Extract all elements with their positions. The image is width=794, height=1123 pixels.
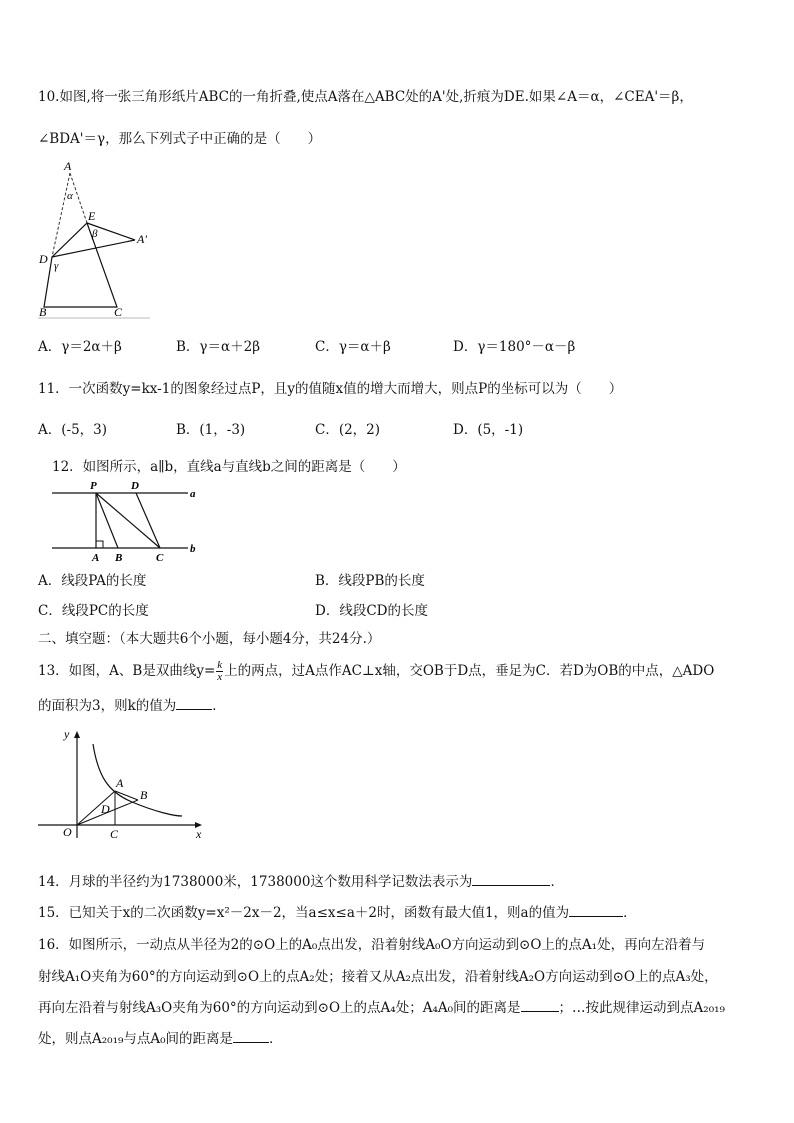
q16-stem-line2: 射线A₁O夹角为60°的方向运动到⊙O上的点A₂处；接着又从A₂点出发，沿着射线A₂O方向运动到⊙O上的点A₃处， (38, 969, 718, 985)
q12-option-b[interactable]: B．线段PB的长度 (315, 573, 425, 589)
q11-option-a[interactable]: A．(-5，3) (38, 422, 108, 438)
q10-label-beta: β (92, 228, 98, 240)
q12-option-d[interactable]: D．线段CD的长度 (315, 603, 428, 619)
q12-option-a[interactable]: A．线段PA的长度 (38, 573, 147, 589)
q12-right-angle-mark (96, 541, 103, 548)
q12-label-a: A (92, 552, 100, 564)
q10-label-e: E (88, 209, 96, 223)
q15-text-end: ． (623, 905, 637, 921)
q13-label-d: D (101, 802, 110, 816)
q15-stem (38, 904, 637, 922)
q13-text-a: 13．如图，A、B是双曲线y= (38, 663, 216, 679)
q13-text-end: ． (212, 698, 226, 714)
q10-label-d: D (39, 252, 48, 266)
q10-stem-line1: 10.如图,将一张三角形纸片ABC的一角折叠,使点A落在△ABC处的A'处,折痕为DE.如果∠A＝α，∠CEA'＝β， (38, 89, 693, 105)
q13-text-b: 上的两点，过A点作AC⊥x轴，交OB于D点，垂足为C．若D为OB的中点，△ADO (224, 663, 715, 679)
q10-label-b: B (39, 305, 47, 319)
q12-label-b: B (115, 552, 123, 564)
q13-segment-ab (115, 791, 138, 800)
q16-stem-line1: 16．如图所示，一动点从半径为2的⊙O上的A₀点出发，沿着射线A₀O方向运动到⊙O上的点A₁处，再向左沿着与 (38, 937, 706, 953)
q16-stem-line4 (38, 1030, 283, 1048)
q14-text-end: ． (550, 874, 564, 890)
q12-figure (48, 478, 208, 566)
q16-answer-blank-2[interactable] (233, 1030, 269, 1043)
q10-dashed-ad (52, 173, 70, 257)
q10-option-c[interactable]: C．γ＝α＋β (315, 339, 391, 355)
q15-text: 15．已知关于x的二次函数y=x²－2x－2，当a≤x≤a＋2时，函数有最大值1，则a的值为 (38, 905, 570, 921)
q13-label-c: C (110, 827, 119, 841)
q10-label-c: C (114, 305, 123, 319)
q14-answer-blank[interactable] (472, 873, 550, 886)
q13-fraction (216, 660, 223, 683)
q10-label-gamma: γ (54, 260, 59, 272)
q11-option-b[interactable]: B．(1，-3) (176, 422, 246, 438)
q11-stem: 11．一次函数y=kx-1的图象经过点P，且y的值随x值的增大而增大，则点P的坐标可以为（ ） (38, 381, 623, 397)
q10-label-a-prime: A' (137, 232, 147, 246)
q10-figure (30, 160, 160, 325)
section-fill-in-heading: 二、填空题：（本大题共6个小题，每小题4分，共24分.） (38, 631, 381, 647)
q12-label-c: C (156, 552, 164, 564)
q11-option-c[interactable]: C．(2，2) (315, 422, 381, 438)
q13-frac-denominator: x (217, 671, 223, 683)
q13-label-o: O (63, 825, 72, 839)
q13-frac-numerator: k (217, 659, 223, 671)
q15-answer-blank[interactable] (569, 904, 623, 917)
q10-option-b[interactable]: B．γ＝α＋2β (176, 339, 260, 355)
q12-label-p: P (90, 480, 97, 492)
q10-label-a: A (64, 160, 72, 173)
q13-label-a: A (116, 776, 124, 790)
q13-label-y: y (64, 727, 70, 741)
q12-stem: 12．如图所示，a∥b，直线a与直线b之间的距离是（ ） (52, 459, 406, 475)
q10-option-d[interactable]: D．γ＝180°－α－β (453, 339, 576, 355)
q16-answer-blank-1[interactable] (521, 999, 559, 1012)
q12-segment-dc (136, 493, 160, 548)
q16-text-b: ；…按此规律运动到点A₂₀₁₉ (558, 1000, 725, 1016)
q12-option-c[interactable]: C．线段PC的长度 (38, 603, 149, 619)
q10-label-alpha: α (67, 190, 73, 202)
q13-answer-blank[interactable] (176, 697, 212, 710)
q13-stem-line1 (38, 660, 714, 683)
q13-y-arrow (74, 731, 80, 738)
q13-label-x: x (196, 827, 202, 841)
q13-figure (34, 726, 210, 842)
q13-label-b: B (140, 788, 148, 802)
q10-stem-line2: ∠BDA'＝γ，那么下列式子中正确的是（ ） (38, 131, 322, 147)
q16-text-a: 再向左沿着与射线A₃O夹角为60°的方向运动到⊙O上的点A₄处；A₄A₀间的距离是 (38, 1000, 521, 1016)
q12-label-b-line: b (190, 543, 196, 555)
q13-text-c: 的面积为3，则k的值为 (38, 698, 177, 714)
q14-stem (38, 873, 564, 891)
q12-segment-pb (96, 493, 118, 548)
q16-text-c: 处，则点A₂₀₁₉与点A₀间的距离是 (38, 1031, 234, 1047)
q16-stem-line3 (38, 999, 725, 1017)
q12-segment-pc (96, 493, 160, 548)
q13-stem-line2 (38, 697, 226, 715)
q14-text: 14．月球的半径约为1738000米，1738000这个数用科学记数法表示为 (38, 874, 473, 890)
q12-label-a-line: a (190, 488, 196, 500)
q11-option-d[interactable]: D．(5，-1) (453, 422, 524, 438)
q10-option-a[interactable]: A．γ＝2α＋β (38, 339, 122, 355)
q12-label-d: D (131, 480, 139, 492)
q16-text-end: ． (269, 1031, 283, 1047)
